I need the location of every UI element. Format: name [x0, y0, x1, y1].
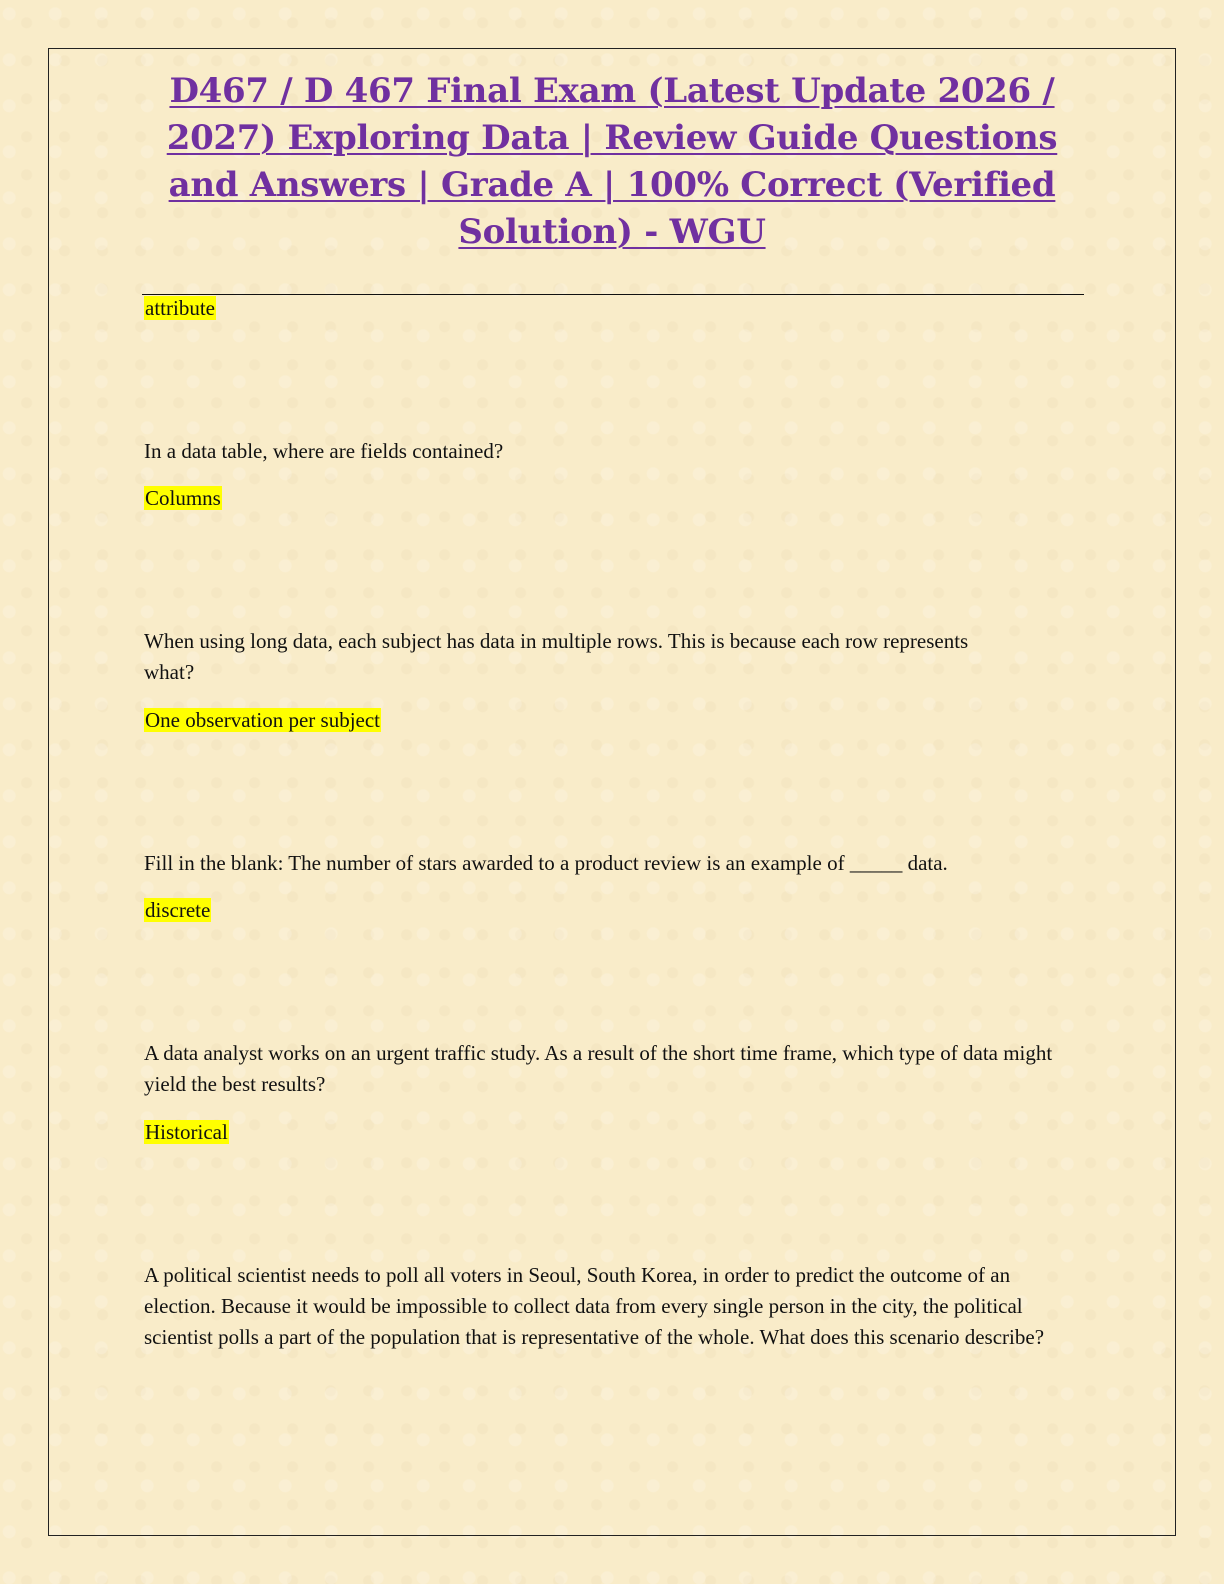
answer-highlight: One observation per subject — [145, 708, 381, 732]
question-2: In a data table, where are fields contained? — [144, 439, 504, 463]
question-3: When using long data, each subject has data in multiple rows. This is because each row represents what? — [144, 629, 969, 684]
question-4: Fill in the blank: The number of stars awarded to a product review is an example of _____ data. — [144, 851, 948, 875]
answer-3 — [144, 705, 1084, 736]
answer-highlight: Historical — [145, 1120, 228, 1144]
answer-1 — [144, 293, 1084, 324]
question-6: A political scientist needs to poll all voters in Seoul, South Korea, in order to predict the outcome of an election. Because it would be impossible to collect data from every single person in the city, the political scientist polls a part of the population that is representative of the whole. What does this scenario describe? — [144, 1263, 1045, 1349]
question-5: A data analyst works on an urgent traffic study. As a result of the short time frame, which type of data might yield the best results? — [144, 1041, 1053, 1096]
answer-highlight: discrete — [145, 898, 211, 922]
answer-5 — [144, 1117, 1084, 1148]
document-title[interactable]: D467 / D 467 Final Exam (Latest Update 2026 / 2027) Exploring Data | Review Guide Questions and Answers | Grade A | 100% Correct (Verified Solution) - WGU — [166, 71, 1058, 252]
answer-highlight: Columns — [145, 486, 221, 510]
answer-highlight: attribute — [145, 296, 215, 320]
answer-4 — [144, 895, 1084, 926]
answer-2 — [144, 483, 1084, 514]
